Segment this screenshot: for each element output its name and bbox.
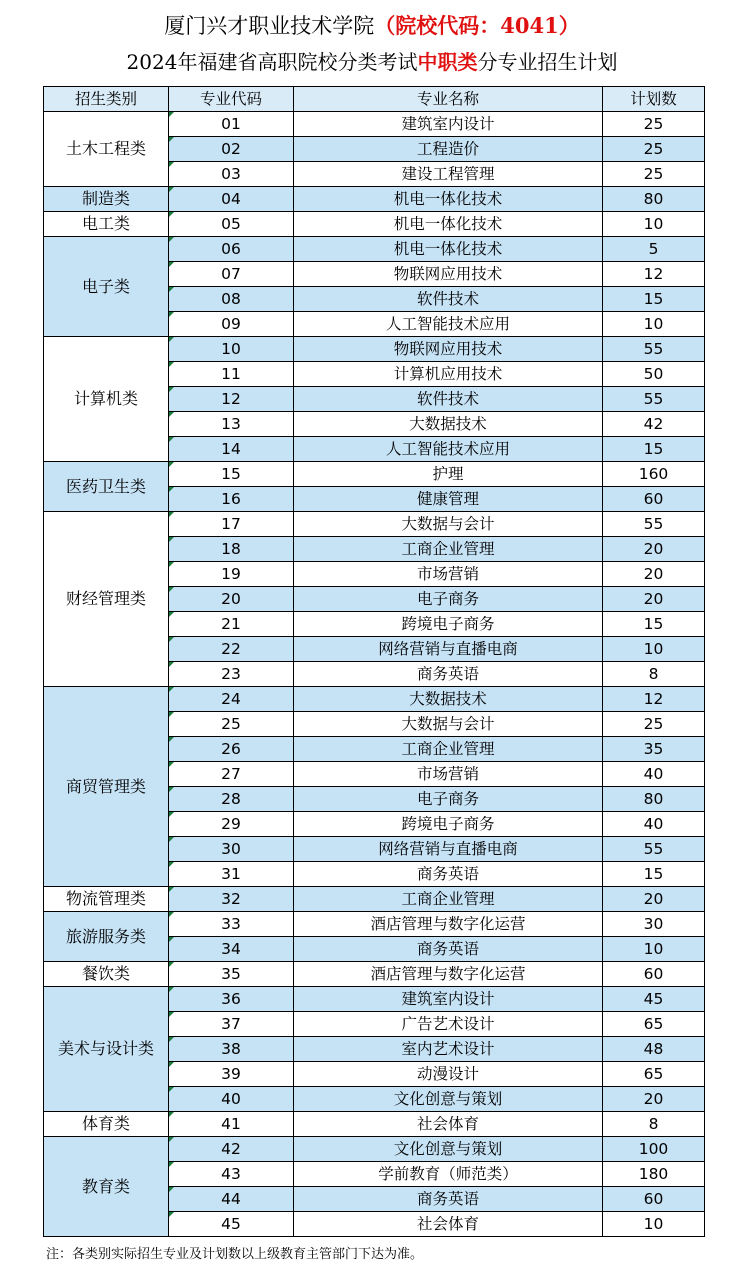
major-code-cell <box>169 1087 294 1112</box>
cell-text-marker-icon <box>169 1212 174 1217</box>
cell-text-marker-icon <box>169 1112 174 1117</box>
cell-text-marker-icon <box>169 1012 174 1017</box>
major-code-cell <box>169 637 294 662</box>
plan-count-cell: 160 <box>603 462 705 487</box>
major-code: 22 <box>221 640 241 658</box>
major-name-cell: 工商企业管理 <box>294 737 603 762</box>
category-cell: 教育类 <box>44 1137 169 1237</box>
cell-text-marker-icon <box>169 1087 174 1092</box>
major-name-cell: 软件技术 <box>294 387 603 412</box>
major-code: 03 <box>221 165 241 183</box>
major-name-cell: 计算机应用技术 <box>294 362 603 387</box>
header-category: 招生类别 <box>44 87 169 112</box>
major-code-cell <box>169 462 294 487</box>
major-name-cell: 人工智能技术应用 <box>294 312 603 337</box>
major-name-cell: 动漫设计 <box>294 1062 603 1087</box>
major-name-cell: 商务英语 <box>294 937 603 962</box>
plan-count-cell: 10 <box>603 312 705 337</box>
major-code-cell <box>169 337 294 362</box>
major-code-cell <box>169 587 294 612</box>
plan-count-cell: 15 <box>603 612 705 637</box>
category-cell: 计算机类 <box>44 337 169 462</box>
major-code: 23 <box>221 665 241 683</box>
plan-count-cell: 25 <box>603 112 705 137</box>
major-code: 21 <box>221 615 241 633</box>
major-name-cell: 机电一体化技术 <box>294 212 603 237</box>
major-name-cell: 建筑室内设计 <box>294 112 603 137</box>
major-code-cell <box>169 537 294 562</box>
header-code: 专业代码 <box>169 87 294 112</box>
subtitle-prefix: 2024年福建省高职院校分类考试 <box>126 50 418 74</box>
cell-text-marker-icon <box>169 537 174 542</box>
plan-count-cell: 55 <box>603 387 705 412</box>
major-name-cell: 机电一体化技术 <box>294 187 603 212</box>
major-code-cell <box>169 1187 294 1212</box>
cell-text-marker-icon <box>169 787 174 792</box>
major-code-cell <box>169 237 294 262</box>
cell-text-marker-icon <box>169 662 174 667</box>
major-code: 09 <box>221 315 241 333</box>
table-row <box>44 512 705 537</box>
major-code: 05 <box>221 215 241 233</box>
major-code: 32 <box>221 890 241 908</box>
plan-count-cell: 60 <box>603 1187 705 1212</box>
plan-count-cell: 20 <box>603 587 705 612</box>
major-code-cell <box>169 937 294 962</box>
table-row <box>44 912 705 937</box>
major-code: 15 <box>221 465 241 483</box>
major-code: 31 <box>221 865 241 883</box>
plan-count-cell: 20 <box>603 537 705 562</box>
major-name-cell: 电子商务 <box>294 587 603 612</box>
major-name-cell: 机电一体化技术 <box>294 237 603 262</box>
major-name-cell: 商务英语 <box>294 662 603 687</box>
major-code-cell <box>169 512 294 537</box>
category-cell: 医药卫生类 <box>44 462 169 512</box>
plan-count-cell: 20 <box>603 887 705 912</box>
major-code-cell <box>169 412 294 437</box>
plan-count-cell: 25 <box>603 137 705 162</box>
cell-text-marker-icon <box>169 437 174 442</box>
major-code-cell <box>169 112 294 137</box>
table-row <box>44 1137 705 1162</box>
cell-text-marker-icon <box>169 412 174 417</box>
major-name-cell: 市场营销 <box>294 762 603 787</box>
plan-count-cell: 30 <box>603 912 705 937</box>
cell-text-marker-icon <box>169 362 174 367</box>
plan-count-cell: 8 <box>603 1112 705 1137</box>
major-code-cell <box>169 1012 294 1037</box>
cell-text-marker-icon <box>169 462 174 467</box>
plan-count-cell: 10 <box>603 1212 705 1237</box>
plan-count-cell: 25 <box>603 162 705 187</box>
major-code: 02 <box>221 140 241 158</box>
major-code-cell <box>169 487 294 512</box>
major-code: 10 <box>221 340 241 358</box>
major-code-cell <box>169 162 294 187</box>
major-code: 39 <box>221 1065 241 1083</box>
cell-text-marker-icon <box>169 812 174 817</box>
plan-count-cell: 60 <box>603 487 705 512</box>
table-row <box>44 212 705 237</box>
major-code: 36 <box>221 990 241 1008</box>
major-code: 13 <box>221 415 241 433</box>
category-cell: 物流管理类 <box>44 887 169 912</box>
major-code-cell <box>169 712 294 737</box>
major-name-cell: 大数据技术 <box>294 687 603 712</box>
major-code: 29 <box>221 815 241 833</box>
school-name: 厦门兴才职业技术学院 <box>164 14 375 38</box>
plan-count-cell: 65 <box>603 1012 705 1037</box>
major-code: 30 <box>221 840 241 858</box>
major-code-cell <box>169 987 294 1012</box>
major-name-cell: 工商企业管理 <box>294 887 603 912</box>
major-code: 14 <box>221 440 241 458</box>
major-name-cell: 跨境电子商务 <box>294 812 603 837</box>
plan-count-cell: 15 <box>603 862 705 887</box>
major-code: 28 <box>221 790 241 808</box>
category-cell: 美术与设计类 <box>44 987 169 1112</box>
cell-text-marker-icon <box>169 712 174 717</box>
cell-text-marker-icon <box>169 562 174 567</box>
major-code: 34 <box>221 940 241 958</box>
cell-text-marker-icon <box>169 287 174 292</box>
major-code-cell <box>169 562 294 587</box>
major-code-cell <box>169 687 294 712</box>
cell-text-marker-icon <box>169 612 174 617</box>
major-name-cell: 社会体育 <box>294 1112 603 1137</box>
category-cell: 电子类 <box>44 237 169 337</box>
cell-text-marker-icon <box>169 512 174 517</box>
major-name-cell: 护理 <box>294 462 603 487</box>
major-name-cell: 工商企业管理 <box>294 537 603 562</box>
major-code: 42 <box>221 1140 241 1158</box>
major-name-cell: 人工智能技术应用 <box>294 437 603 462</box>
major-code-cell <box>169 1037 294 1062</box>
cell-text-marker-icon <box>169 312 174 317</box>
major-name-cell: 酒店管理与数字化运营 <box>294 912 603 937</box>
major-code-cell <box>169 287 294 312</box>
plan-count-cell: 25 <box>603 712 705 737</box>
major-code-cell <box>169 762 294 787</box>
cell-text-marker-icon <box>169 912 174 917</box>
major-name-cell: 物联网应用技术 <box>294 262 603 287</box>
table-row <box>44 337 705 362</box>
major-code: 01 <box>221 115 241 133</box>
cell-text-marker-icon <box>169 1187 174 1192</box>
cell-text-marker-icon <box>169 1062 174 1067</box>
major-code-cell <box>169 1137 294 1162</box>
category-cell: 旅游服务类 <box>44 912 169 962</box>
major-code: 08 <box>221 290 241 308</box>
cell-text-marker-icon <box>169 112 174 117</box>
major-code: 04 <box>221 190 241 208</box>
major-code: 25 <box>221 715 241 733</box>
major-code-cell <box>169 137 294 162</box>
major-code: 40 <box>221 1090 241 1108</box>
major-code-cell <box>169 962 294 987</box>
plan-count-cell: 45 <box>603 987 705 1012</box>
major-name-cell: 物联网应用技术 <box>294 337 603 362</box>
major-code-cell <box>169 662 294 687</box>
major-name-cell: 文化创意与策划 <box>294 1087 603 1112</box>
major-code-cell <box>169 812 294 837</box>
major-code: 44 <box>221 1190 241 1208</box>
cell-text-marker-icon <box>169 1162 174 1167</box>
cell-text-marker-icon <box>169 637 174 642</box>
header-count: 计划数 <box>603 87 705 112</box>
table-row <box>44 687 705 712</box>
major-name-cell: 社会体育 <box>294 1212 603 1237</box>
plan-count-cell: 15 <box>603 287 705 312</box>
major-code: 17 <box>221 515 241 533</box>
cell-text-marker-icon <box>169 762 174 767</box>
plan-count-cell: 55 <box>603 512 705 537</box>
major-code-cell <box>169 1062 294 1087</box>
subtitle-suffix: 分专业招生计划 <box>477 50 618 74</box>
table-row <box>44 187 705 212</box>
major-code: 18 <box>221 540 241 558</box>
table-row <box>44 887 705 912</box>
major-code: 45 <box>221 1215 241 1233</box>
table-row <box>44 462 705 487</box>
cell-text-marker-icon <box>169 262 174 267</box>
plan-count-cell: 180 <box>603 1162 705 1187</box>
major-name-cell: 网络营销与直播电商 <box>294 637 603 662</box>
table-row <box>44 237 705 262</box>
major-name-cell: 商务英语 <box>294 862 603 887</box>
major-name-cell: 室内艺术设计 <box>294 1037 603 1062</box>
cell-text-marker-icon <box>169 1137 174 1142</box>
major-code: 11 <box>221 365 241 383</box>
plan-count-cell: 12 <box>603 262 705 287</box>
plan-count-cell: 80 <box>603 187 705 212</box>
cell-text-marker-icon <box>169 137 174 142</box>
major-code: 19 <box>221 565 241 583</box>
major-code-cell <box>169 1212 294 1237</box>
cell-text-marker-icon <box>169 237 174 242</box>
plan-count-cell: 35 <box>603 737 705 762</box>
category-cell: 土木工程类 <box>44 112 169 187</box>
plan-count-cell: 12 <box>603 687 705 712</box>
major-code: 12 <box>221 390 241 408</box>
major-code-cell <box>169 612 294 637</box>
major-name-cell: 建筑室内设计 <box>294 987 603 1012</box>
table-body <box>44 87 705 1237</box>
cell-text-marker-icon <box>169 862 174 867</box>
cell-text-marker-icon <box>169 987 174 992</box>
category-cell: 财经管理类 <box>44 512 169 687</box>
plan-count-cell: 10 <box>603 937 705 962</box>
plan-count-cell: 100 <box>603 1137 705 1162</box>
table-header-row <box>44 87 705 112</box>
major-code: 20 <box>221 590 241 608</box>
table-row <box>44 987 705 1012</box>
cell-text-marker-icon <box>169 1037 174 1042</box>
major-code-cell <box>169 262 294 287</box>
cell-text-marker-icon <box>169 487 174 492</box>
cell-text-marker-icon <box>169 837 174 842</box>
major-name-cell: 广告艺术设计 <box>294 1012 603 1037</box>
major-name-cell: 健康管理 <box>294 487 603 512</box>
subtitle-highlight: 中职类 <box>417 50 478 74</box>
major-code: 35 <box>221 965 241 983</box>
major-code-cell <box>169 912 294 937</box>
category-cell: 电工类 <box>44 212 169 237</box>
plan-count-cell: 15 <box>603 437 705 462</box>
major-name-cell: 商务英语 <box>294 1187 603 1212</box>
plan-count-cell: 80 <box>603 787 705 812</box>
cell-text-marker-icon <box>169 162 174 167</box>
school-code: （院校代码：4041） <box>374 13 580 38</box>
major-name-cell: 大数据与会计 <box>294 512 603 537</box>
plan-count-cell: 40 <box>603 762 705 787</box>
page-title <box>0 8 744 44</box>
major-code: 27 <box>221 765 241 783</box>
major-code-cell <box>169 1162 294 1187</box>
major-name-cell: 电子商务 <box>294 787 603 812</box>
major-name-cell: 大数据技术 <box>294 412 603 437</box>
plan-count-cell: 8 <box>603 662 705 687</box>
major-name-cell: 酒店管理与数字化运营 <box>294 962 603 987</box>
major-name-cell: 市场营销 <box>294 562 603 587</box>
major-name-cell: 软件技术 <box>294 287 603 312</box>
major-code-cell <box>169 737 294 762</box>
category-cell: 体育类 <box>44 1112 169 1137</box>
plan-count-cell: 10 <box>603 212 705 237</box>
table-row <box>44 112 705 137</box>
major-name-cell: 学前教育（师范类） <box>294 1162 603 1187</box>
major-code: 16 <box>221 490 241 508</box>
plan-count-cell: 20 <box>603 562 705 587</box>
major-name-cell: 文化创意与策划 <box>294 1137 603 1162</box>
major-code-cell <box>169 212 294 237</box>
major-code: 33 <box>221 915 241 933</box>
page-subtitle <box>0 46 744 78</box>
major-code: 26 <box>221 740 241 758</box>
plan-count-cell: 55 <box>603 837 705 862</box>
major-name-cell: 工程造价 <box>294 137 603 162</box>
major-name-cell: 网络营销与直播电商 <box>294 837 603 862</box>
category-cell: 制造类 <box>44 187 169 212</box>
category-cell: 餐饮类 <box>44 962 169 987</box>
major-code: 06 <box>221 240 241 258</box>
cell-text-marker-icon <box>169 937 174 942</box>
major-code-cell <box>169 437 294 462</box>
plan-count-cell: 42 <box>603 412 705 437</box>
major-name-cell: 大数据与会计 <box>294 712 603 737</box>
major-name-cell: 跨境电子商务 <box>294 612 603 637</box>
major-code-cell <box>169 837 294 862</box>
header-major: 专业名称 <box>294 87 603 112</box>
major-code: 24 <box>221 690 241 708</box>
plan-count-cell: 5 <box>603 237 705 262</box>
major-code: 07 <box>221 265 241 283</box>
plan-count-cell: 65 <box>603 1062 705 1087</box>
table-row <box>44 962 705 987</box>
cell-text-marker-icon <box>169 962 174 967</box>
plan-count-cell: 20 <box>603 1087 705 1112</box>
table-row <box>44 1112 705 1137</box>
plan-count-cell: 48 <box>603 1037 705 1062</box>
major-code: 41 <box>221 1115 241 1133</box>
cell-text-marker-icon <box>169 337 174 342</box>
plan-count-cell: 55 <box>603 337 705 362</box>
cell-text-marker-icon <box>169 187 174 192</box>
major-code-cell <box>169 387 294 412</box>
major-code-cell <box>169 787 294 812</box>
cell-text-marker-icon <box>169 587 174 592</box>
footnote: 注：各类别实际招生专业及计划数以上级教育主管部门下达为准。 <box>46 1247 424 1262</box>
plan-count-cell: 60 <box>603 962 705 987</box>
major-code: 38 <box>221 1040 241 1058</box>
cell-text-marker-icon <box>169 687 174 692</box>
major-code-cell <box>169 862 294 887</box>
category-cell: 商贸管理类 <box>44 687 169 887</box>
major-name-cell: 建设工程管理 <box>294 162 603 187</box>
cell-text-marker-icon <box>169 887 174 892</box>
enrollment-plan-table <box>43 86 705 1237</box>
plan-count-cell: 40 <box>603 812 705 837</box>
major-code: 43 <box>221 1165 241 1183</box>
cell-text-marker-icon <box>169 387 174 392</box>
major-code: 37 <box>221 1015 241 1033</box>
major-code-cell <box>169 187 294 212</box>
major-code-cell <box>169 1112 294 1137</box>
major-code-cell <box>169 362 294 387</box>
cell-text-marker-icon <box>169 212 174 217</box>
major-code-cell <box>169 887 294 912</box>
cell-text-marker-icon <box>169 737 174 742</box>
plan-count-cell: 50 <box>603 362 705 387</box>
plan-count-cell: 10 <box>603 637 705 662</box>
major-code-cell <box>169 312 294 337</box>
